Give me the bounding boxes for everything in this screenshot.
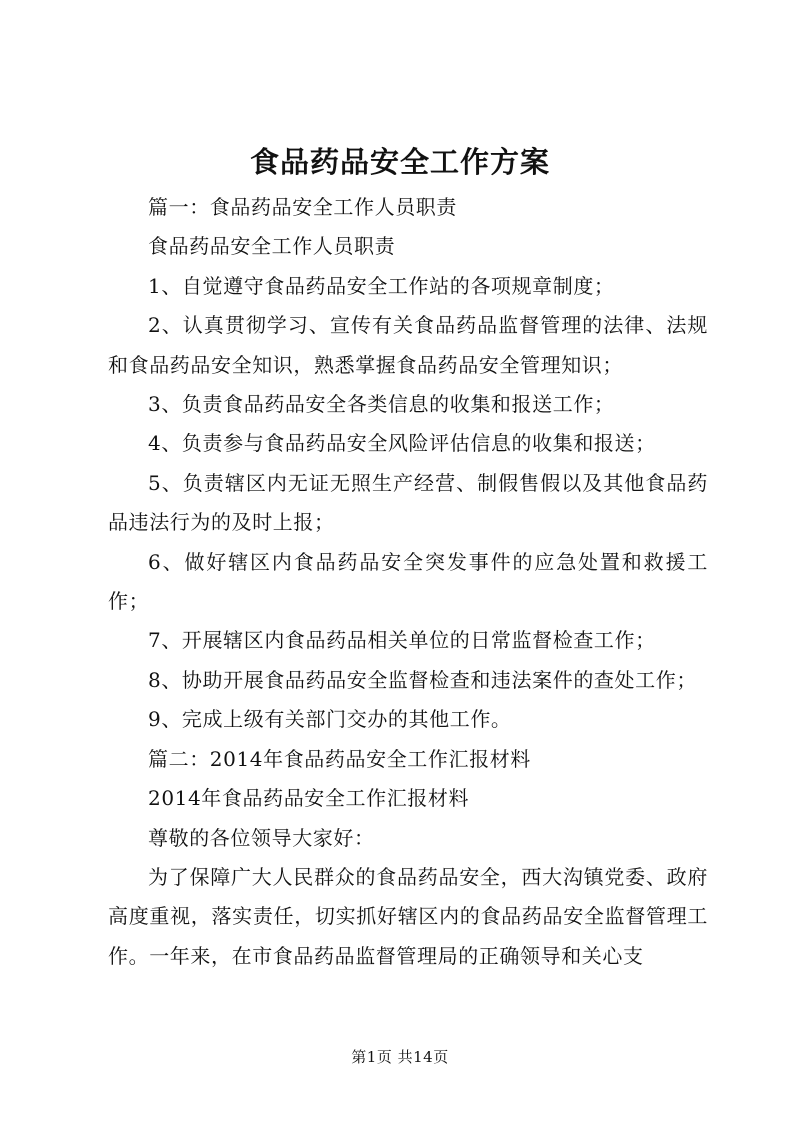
document-title: 食品药品安全工作方案 bbox=[249, 145, 550, 179]
duty-item: 1、自觉遵守食品药品安全工作站的各项规章制度； bbox=[148, 273, 615, 298]
duty-item: 8、协助开展食品药品安全监督检查和违法案件的查处工作； bbox=[148, 667, 697, 692]
section-heading: 篇二：2014年食品药品安全工作汇报材料 bbox=[148, 746, 531, 771]
section-subtitle: 食品药品安全工作人员职责 bbox=[148, 234, 396, 259]
document-body bbox=[108, 188, 708, 976]
duty-item: 5、负责辖区内无证无照生产经营、制假售假以及其他食品药品违法行为的及时上报； bbox=[108, 470, 708, 535]
duty-item: 9、完成上级有关部门交办的其他工作。 bbox=[148, 707, 512, 732]
page-number-footer: 第1页 共14页 bbox=[351, 1048, 449, 1066]
duty-item: 2、认真贯彻学习、宣传有关食品药品监督管理的法律、法规和食品药品安全知识，熟悉掌握食品药品安全管理知识； bbox=[108, 313, 708, 377]
duty-item: 6、做好辖区内食品药品安全突发事件的应急处置和救援工作； bbox=[108, 549, 708, 614]
body-paragraph: 为了保障广大人民群众的食品药品安全，西大沟镇党委、政府高度重视，落实责任，切实抓好辖区内的食品药品安全监督管理工作。一年来，在市食品药品监督管理局的正确领导和关心支 bbox=[108, 864, 708, 968]
duty-item: 3、负责食品药品安全各类信息的收集和报送工作； bbox=[148, 392, 615, 417]
duty-item: 4、负责参与食品药品安全风险评估信息的收集和报送； bbox=[148, 431, 656, 456]
section-subtitle: 2014年食品药品安全工作汇报材料 bbox=[148, 786, 470, 811]
duty-item: 7、开展辖区内食品药品相关单位的日常监督检查工作； bbox=[148, 628, 656, 653]
section-heading: 篇一：食品药品安全工作人员职责 bbox=[148, 195, 457, 219]
salutation: 尊敬的各位领导大家好： bbox=[148, 825, 375, 850]
